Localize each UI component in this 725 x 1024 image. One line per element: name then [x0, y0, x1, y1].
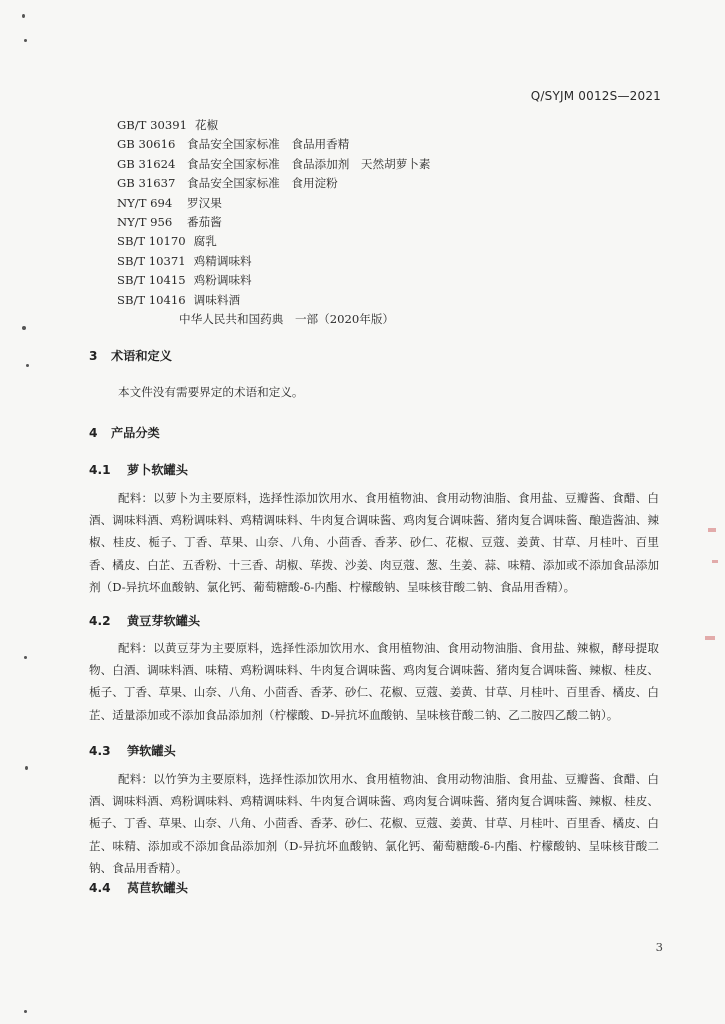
- reference-title: 花椒: [195, 118, 219, 132]
- scan-speck: [22, 326, 26, 330]
- scan-speck: [26, 364, 29, 367]
- subsection-heading: [89, 742, 176, 759]
- reference-title: 食品安全国家标准 食品用香精: [187, 137, 350, 152]
- reference-title: 中华人民共和国药典 一部（2020年版）: [179, 311, 395, 326]
- reference-code: GB/T 30391: [117, 118, 187, 132]
- reference-item: [117, 271, 677, 290]
- reference-item: [117, 194, 677, 213]
- subsection-title: 萝卜软罐头: [127, 463, 188, 477]
- section-heading: [89, 424, 160, 441]
- reference-code: SB/T 10415: [117, 273, 186, 288]
- seal-trace: [708, 528, 716, 532]
- reference-title: 食品安全国家标准 食用淀粉: [187, 176, 338, 191]
- reference-title: 食品安全国家标准 食品添加剂 天然胡萝卜素: [187, 156, 431, 171]
- reference-item: [117, 135, 677, 154]
- reference-title: 鸡粉调味料: [193, 273, 252, 288]
- document-code: Q/SYJM 0012S—2021: [530, 89, 661, 103]
- subsection-body: 配料：以萝卜为主要原料，选择性添加饮用水、食用植物油、食用动物油脂、食用盐、豆瓣酱、食醋、白酒、调味料酒、鸡粉调味料、鸡精调味料、牛肉复合调味酱、鸡肉复合调味酱、猪肉复合调味酱、酿造酱油、辣椒、桂皮、栀子、丁香、草果、山奈、八角、小茴香、香茅、砂仁、花椒、豆蔻、姜黄、甘草、月桂叶、百里香、橘皮、白芷、五香粉、十三香、胡椒、荜拨、沙姜、肉豆蔻、葱、生姜、蒜、味精、添加或不添加食品添加剂（D-异抗坏血酸钠、氯化钙、葡萄糖酸-δ-内酯、柠檬酸钠、呈味核苷酸二钠、食品用香精）。: [89, 491, 659, 594]
- reference-title: 番茄酱: [187, 214, 222, 229]
- section-title: 术语和定义: [111, 349, 172, 363]
- subsection-title: 莴苣软罐头: [127, 881, 188, 895]
- subsection-title: 笋软罐头: [127, 744, 176, 758]
- reference-item: [117, 213, 677, 232]
- reference-code: NY/T 694: [117, 195, 173, 210]
- reference-item: [117, 252, 677, 271]
- scan-speck: [24, 39, 27, 42]
- reference-item: [117, 116, 677, 135]
- reference-code: GB 31624: [117, 156, 176, 171]
- section-heading: [89, 347, 172, 364]
- seal-trace: [705, 636, 715, 640]
- reference-item: [117, 232, 677, 251]
- normative-references-list: [117, 116, 677, 329]
- reference-code: NY/T 956: [117, 214, 173, 229]
- subsection-number: 4.1: [89, 463, 111, 477]
- subsection-heading: [89, 461, 188, 478]
- reference-code: GB 30616: [117, 137, 176, 152]
- subsection-body: 配料：以竹笋为主要原料，选择性添加饮用水、食用植物油、食用动物油脂、食用盐、豆瓣酱、食醋、白酒、调味料酒、鸡粉调味料、鸡精调味料、牛肉复合调味酱、鸡肉复合调味酱、猪肉复合调味酱、辣椒、桂皮、栀子、丁香、草果、山奈、八角、小茴香、香茅、砂仁、花椒、豆蔻、姜黄、甘草、月桂叶、百里香、橘皮、白芷、味精、添加或不添加食品添加剂（D-异抗坏血酸钠、氯化钙、葡萄糖酸-δ-内酯、柠檬酸钠、呈味核苷酸二钠、食品用香精）。: [89, 772, 659, 875]
- scan-speck: [24, 656, 27, 659]
- scan-speck: [22, 14, 25, 18]
- subsection-number: 4.3: [89, 744, 111, 758]
- scan-speck: [25, 766, 28, 770]
- reference-item: [117, 155, 677, 174]
- section-title: 产品分类: [111, 426, 160, 440]
- seal-trace: [712, 560, 718, 563]
- reference-item: [117, 291, 677, 310]
- subsection-number: 4.2: [89, 614, 111, 628]
- reference-code: SB/T 10416: [117, 292, 186, 307]
- reference-code: SB/T 10170: [117, 234, 186, 249]
- reference-title: 鸡精调味料: [193, 253, 252, 268]
- reference-title: 调味料酒: [193, 292, 241, 307]
- reference-code: SB/T 10371: [117, 253, 186, 268]
- reference-title: 腐乳: [193, 234, 217, 249]
- reference-item: [117, 174, 677, 193]
- subsection-heading: [89, 879, 188, 896]
- subsection-number: 4.4: [89, 881, 111, 895]
- reference-code: GB 31637: [117, 176, 176, 191]
- section-number: 3: [89, 349, 98, 363]
- reference-item: [117, 310, 677, 329]
- scan-speck: [24, 1010, 27, 1013]
- section-body: 本文件没有需要界定的术语和定义。: [118, 385, 304, 399]
- reference-title: 罗汉果: [187, 195, 222, 210]
- subsection-title: 黄豆芽软罐头: [127, 614, 201, 628]
- subsection-body: 配料：以黄豆芽为主要原料，选择性添加饮用水、食用植物油、食用动物油脂、食用盐、辣椒，酵母提取物、白酒、调味料酒、味精、鸡粉调味料、牛肉复合调味酱、鸡肉复合调味酱、猪肉复合调味酱、辣椒、桂皮、栀子、丁香、草果、山奈、八角、小茴香、香茅、砂仁、花椒、豆蔻、姜黄、甘草、月桂叶、百里香、橘皮、白芷、适量添加或不添加食品添加剂（柠檬酸、D-异抗坏血酸钠、呈味核苷酸二钠、乙二胺四乙酸二钠）。: [89, 641, 659, 722]
- page-number: 3: [655, 940, 663, 954]
- subsection-heading: [89, 612, 200, 629]
- section-number: 4: [89, 426, 98, 440]
